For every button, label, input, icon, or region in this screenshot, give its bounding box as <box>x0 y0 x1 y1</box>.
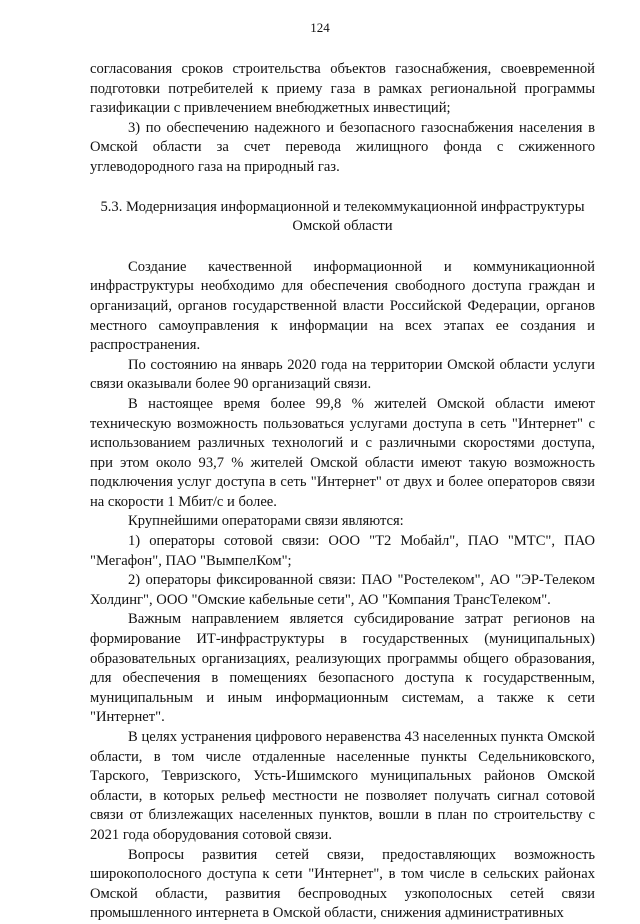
paragraph: Важным направлением является субсидирование затрат регионов на формирование ИТ-инфраструктуры в государственных (муниципальных) образовательных организациях, реализующих программы общего образования, для обеспечения в помещениях безопасного доступа к государственным, муниципальным и иным информационным системам, а также к сети "Интернет". <box>90 611 595 726</box>
paragraph: Вопросы развития сетей связи, предоставляющих возможность широкополосного доступа к сети "Интернет", в том числе в сельских районах Омской области, развития беспроводных узкополосных сетей связи промышленного интернета в Омской области, снижения административных <box>90 846 595 922</box>
list-item: 1) операторы сотовой связи: ООО "Т2 Мобайл", ПАО "МТС", ПАО "Мегафон", ПАО "ВымпелКом"; <box>90 533 595 569</box>
paragraph: Крупнейшими операторами связи являются: <box>128 513 404 530</box>
document-body <box>90 60 595 924</box>
list-item: 2) операторы фиксированной связи: ПАО "Ростелеком", АО "ЭР-Телеком Холдинг", ООО "Омские кабельные сети", АО "Компания ТрансТелеком". <box>90 572 595 608</box>
page-number: 124 <box>310 20 330 35</box>
paragraph: По состоянию на январь 2020 года на территории Омской области услуги связи оказывали более 90 организаций связи. <box>90 356 595 393</box>
paragraph: Создание качественной информационной и коммуникационной инфраструктуры необходимо для обеспечения свободного доступа граждан и организаций, органов государственной власти Российской Федерации, органов местного самоуправления к информации на всех этапах ее создания и распространения. <box>90 258 595 354</box>
paragraph: согласования сроков строительства объектов газоснабжения, своевременной подготовки потребителей к приему газа в рамках региональной программы газификации с привлечением внебюджетных инвестиций; <box>90 61 595 117</box>
section-heading: 5.3. Модернизация информационной и телекоммукационной инфраструктуры Омской области <box>100 198 585 235</box>
paragraph: В настоящее время более 99,8 % жителей Омской области имеют техническую возможность пользоваться услугами доступа в сеть "Интернет" с использованием различных технологий и с различными скоростями доступа, при этом около 93,7 % жителей Омской области имеют такую возможность подключения услуг доступа в сеть "Интернет" от двух и более операторов связи на скорости 1 Мбит/с и более. <box>90 395 595 510</box>
paragraph: 3) по обеспечению надежного и безопасного газоснабжения населения в Омской области за счет перевода жилищного фонда с сжиженного углеводородного газа на природный газ. <box>90 119 595 175</box>
paragraph: В целях устранения цифрового неравенства 43 населенных пункта Омской области, в том числе отдаленные населенные пункты Седельниковского, Тарского, Тевризского, Усть-Ишимского муниципальных районов Омской области, в которых рельеф местности не позволяет получать сигнал сотовой связи от близлежащих населенных пунктов, вошли в план по строительству с 2021 года оборудования сотовой связи. <box>90 729 595 843</box>
